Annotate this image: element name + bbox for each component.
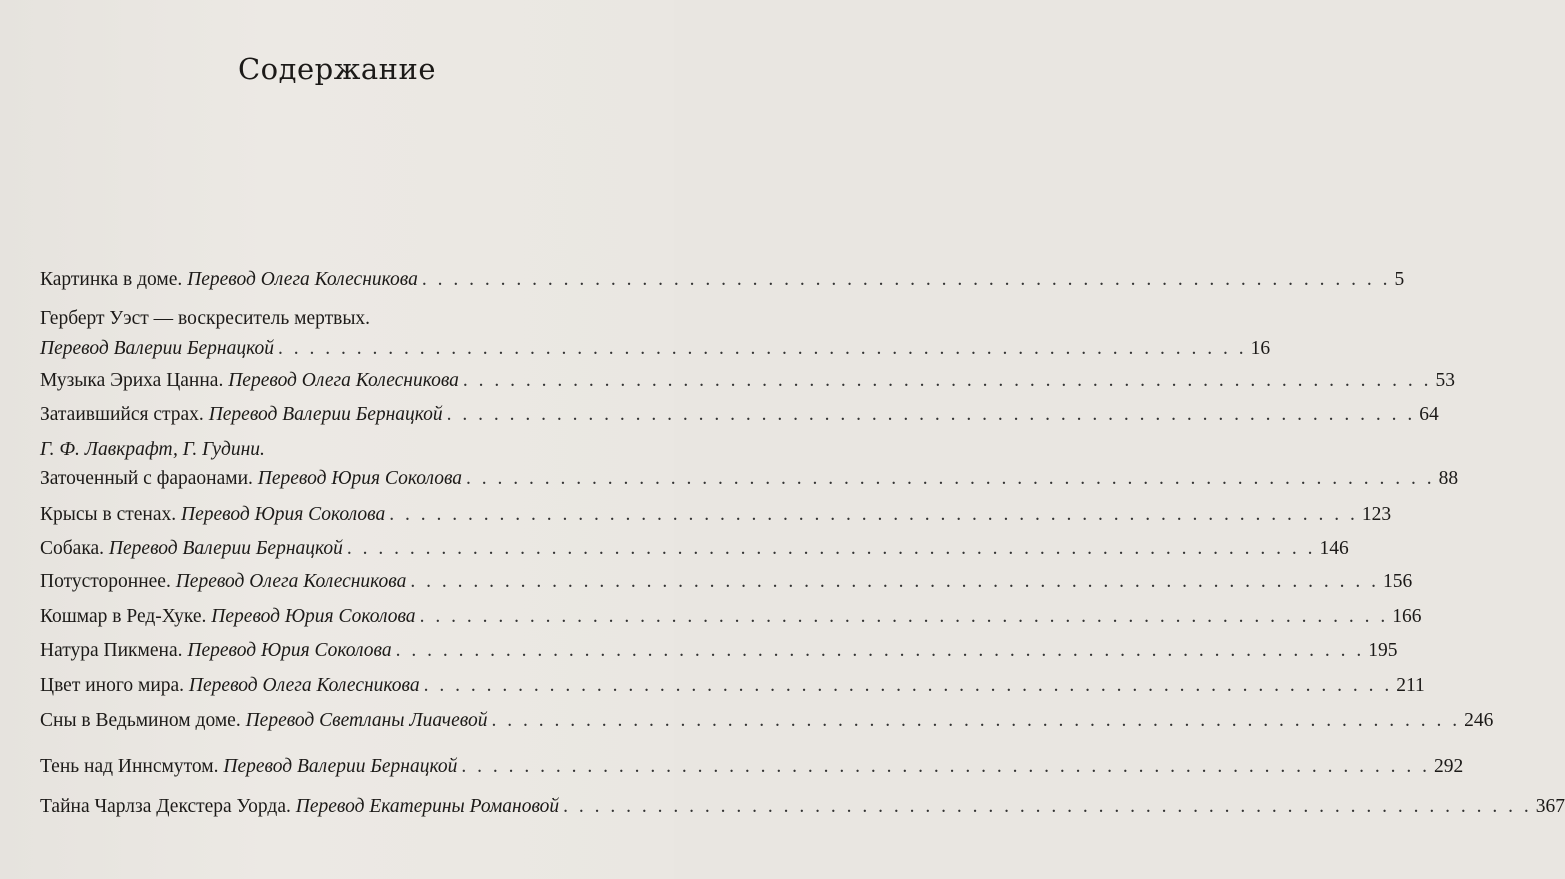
toc-entry <box>40 706 1494 736</box>
dot-leader <box>461 752 1430 782</box>
entry-title: Музыка Эриха Цанна. <box>40 370 224 391</box>
entry-title: Затаившийся страх. <box>40 404 204 425</box>
entry-translator: Перевод Валерии Бернацкой <box>108 538 343 559</box>
dot-leader <box>396 636 1365 666</box>
entry-page-number: 156 <box>1383 571 1413 592</box>
entry-translator: Перевод Юрия Соколова <box>187 640 392 661</box>
entry-title: Потустороннее. <box>40 571 171 592</box>
dot-leader <box>410 567 1379 597</box>
entry-title: Собака. <box>40 538 105 559</box>
entry-page-number: 123 <box>1361 504 1392 525</box>
toc-entry <box>40 366 1456 396</box>
entry-title: Тень над Иннсмутом. <box>40 756 219 777</box>
dot-leader <box>447 400 1416 430</box>
entry-page-number: 195 <box>1368 640 1398 661</box>
page-title: Содержание <box>237 52 437 86</box>
dot-leader <box>347 534 1316 564</box>
entry-translator: Перевод Валерии Бернацкой <box>223 756 458 777</box>
entry-translator: Перевод Юрия Соколова <box>211 606 416 627</box>
entry-page-number: 88 <box>1438 468 1459 489</box>
entry-title: Цвет иного мира. <box>40 675 185 696</box>
toc-entry <box>40 671 1425 701</box>
entry-title: Кошмар в Ред-Хуке. <box>40 606 207 627</box>
entry-translator: Перевод Юрия Соколова <box>181 504 386 525</box>
entry-translator: Перевод Олега Колесникова <box>187 269 418 290</box>
toc-entry <box>40 792 1565 822</box>
entry-page-number: 292 <box>1433 756 1464 777</box>
entry-page-number: 64 <box>1419 404 1439 425</box>
entry-page-number: 246 <box>1464 710 1494 731</box>
entry-title: Тайна Чарлза Декстера Уорда. <box>40 796 291 817</box>
dot-leader <box>563 792 1532 822</box>
entry-page-number: 211 <box>1396 675 1425 696</box>
entry-page-number: 16 <box>1250 338 1271 359</box>
entry-page-number: 53 <box>1435 370 1456 391</box>
entry-translator: Перевод Валерии Бернацкой <box>208 404 443 425</box>
toc-entry <box>40 567 1413 597</box>
toc-entry <box>40 752 1464 782</box>
toc-entry <box>40 500 1392 530</box>
entry-title: Герберт Уэст — воскреситель мертвых. <box>40 308 371 329</box>
dot-leader <box>466 464 1435 494</box>
toc-entry <box>40 265 1405 295</box>
dot-leader <box>491 706 1460 736</box>
dot-leader <box>278 334 1247 364</box>
toc-entry <box>40 464 1459 494</box>
dot-leader <box>420 602 1389 632</box>
entry-coauthors: Г. Ф. Лавкрафт, Г. Гудини. <box>40 439 265 460</box>
dot-leader <box>463 366 1432 396</box>
toc-entry <box>40 534 1349 564</box>
entry-page-number: 5 <box>1394 269 1405 290</box>
dot-leader <box>422 265 1391 295</box>
entry-page-number: 367 <box>1535 796 1565 817</box>
entry-title: Крысы в стенах. <box>40 504 177 525</box>
toc-entry <box>40 304 1271 364</box>
dot-leader <box>389 500 1358 530</box>
entry-title: Сны в Ведьмином доме. <box>40 710 241 731</box>
entry-translator: Перевод Олега Колесникова <box>228 370 459 391</box>
entry-translator: Перевод Олега Колесникова <box>175 571 407 592</box>
entry-title: Картинка в доме. <box>40 269 183 290</box>
entry-translator: Перевод Екатерины Романовой <box>295 796 560 817</box>
entry-title: Натура Пикмена. <box>40 640 183 661</box>
toc-entry <box>40 602 1422 632</box>
entry-translator: Перевод Валерии Бернацкой <box>40 338 274 359</box>
entry-title: Заточенный с фараонами. <box>40 468 253 489</box>
entry-page-number: 146 <box>1319 538 1349 559</box>
entry-translator: Перевод Светланы Лиачевой <box>245 710 488 731</box>
entry-page-number: 166 <box>1392 606 1422 627</box>
entry-translator: Перевод Юрия Соколова <box>257 468 463 489</box>
toc-entry <box>40 400 1439 430</box>
dot-leader <box>424 671 1393 701</box>
entry-translator: Перевод Олега Колесникова <box>188 675 420 696</box>
toc-entry <box>40 636 1398 666</box>
